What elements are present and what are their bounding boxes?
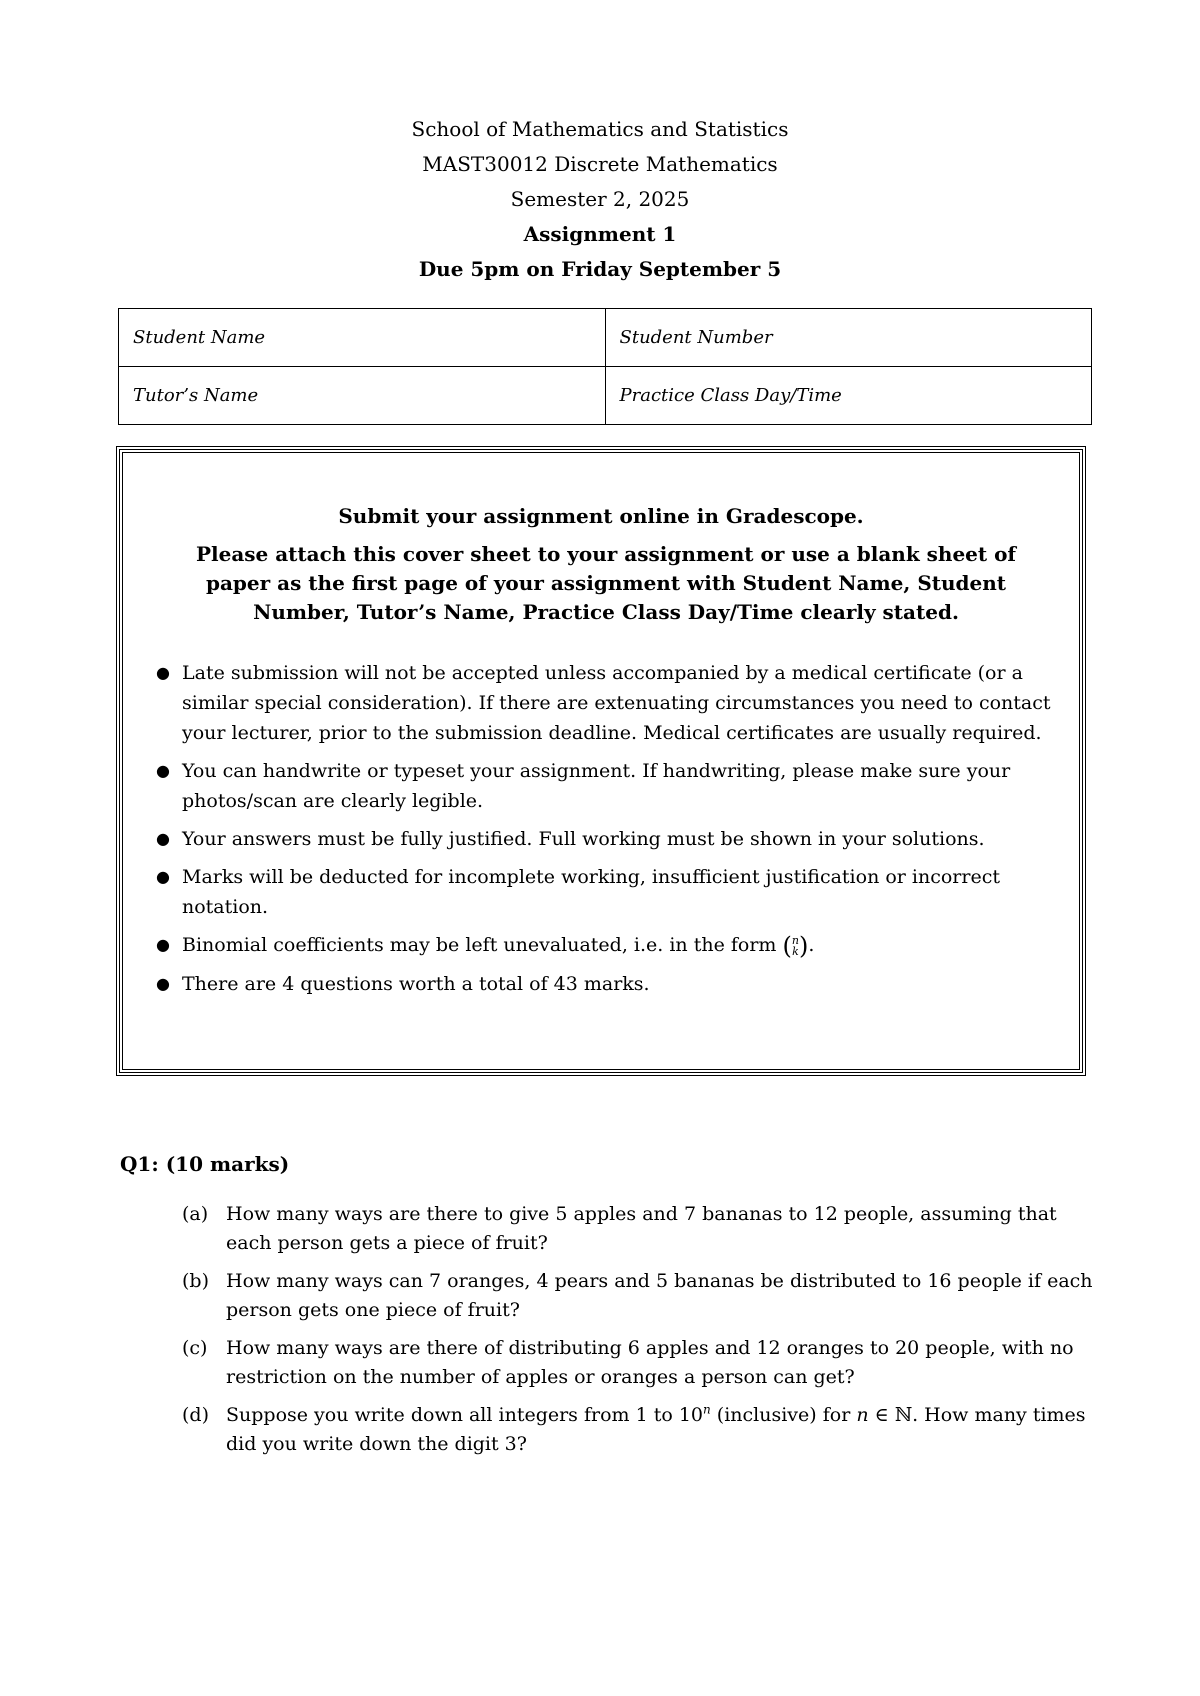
student-info-table bbox=[118, 308, 1092, 425]
practice-class-field[interactable]: Practice Class Day/Time bbox=[605, 367, 1092, 425]
bullet-icon: ● bbox=[156, 867, 170, 886]
student-name-field[interactable]: Student Name bbox=[119, 309, 606, 367]
rules-list bbox=[156, 658, 1058, 1007]
part-label: (b) bbox=[182, 1270, 209, 1292]
bullet-icon: ● bbox=[156, 974, 170, 993]
question-1-title bbox=[120, 1150, 289, 1178]
rule-item: ● Marks will be deducted for incomplete working, insufficient justification or incorrect notation. bbox=[182, 862, 1058, 922]
tutor-name-field[interactable]: Tutor’s Name bbox=[119, 367, 606, 425]
submit-instruction: Submit your assignment online in Gradescope. bbox=[338, 504, 864, 528]
course-title: MAST30012 Discrete Mathematics bbox=[422, 152, 778, 176]
semester: Semester 2, 2025 bbox=[510, 187, 690, 211]
question-1-parts bbox=[182, 1200, 1094, 1468]
student-number-field[interactable]: Student Number bbox=[605, 309, 1092, 367]
cover-sheet-instruction: Please attach this cover sheet to your assignment or use a blank sheet of paper as the first page of your assignment with Student Name, Student Number, Tutor’s Name, Practice Class Day/Time clearly stated. bbox=[195, 542, 1017, 624]
rule-item: ● Binomial coefficients may be left unevaluated, i.e. in the form (n k). bbox=[156, 932, 815, 960]
binomial-coefficient: n k bbox=[791, 934, 799, 958]
bullet-icon: ● bbox=[156, 829, 170, 848]
question-part-d bbox=[182, 1401, 1094, 1459]
submission-notice-box bbox=[116, 446, 1086, 1076]
bullet-icon: ● bbox=[156, 663, 170, 682]
rule-item: ● Your answers must be fully justified. Full working must be shown in your solutions. bbox=[182, 824, 1058, 854]
part-label: (c) bbox=[182, 1337, 208, 1359]
part-text: Suppose you write down all integers from 1 to 10$^n$ (inclusive) for n ∈ ℕ. How many times did you write down the digit 3? bbox=[226, 1402, 1086, 1455]
rule-item: ● Late submission will not be accepted unless accompanied by a medical certificate (or a similar special consideration). If there are extenuating circumstances you need to contact your lecturer, prior to the submission deadline. Medical certificates are usually required. bbox=[182, 658, 1058, 748]
due-date: Due 5pm on Friday September 5 bbox=[418, 257, 782, 281]
question-part-c bbox=[182, 1334, 1094, 1392]
part-text: How many ways can 7 oranges, 4 pears and 5 bananas be distributed to 16 people if each person gets one piece of fruit? bbox=[226, 1270, 1093, 1321]
rule-item: ● You can handwrite or typeset your assignment. If handwriting, please make sure your photos/scan are clearly legible. bbox=[182, 756, 1058, 816]
bullet-icon: ● bbox=[156, 935, 170, 954]
bullet-icon: ● bbox=[156, 761, 170, 780]
school-name: School of Mathematics and Statistics bbox=[411, 117, 789, 141]
rule-item: ● There are 4 questions worth a total of 43 marks. bbox=[182, 969, 1058, 999]
question-label: Q1: bbox=[120, 1152, 159, 1176]
part-label: (a) bbox=[182, 1203, 209, 1225]
question-marks: (10 marks) bbox=[165, 1152, 290, 1176]
part-label: (d) bbox=[182, 1404, 209, 1426]
question-part-a bbox=[182, 1200, 1094, 1258]
assignment-title: Assignment 1 bbox=[523, 222, 677, 246]
part-text: How many ways are there to give 5 apples and 7 bananas to 12 people, assuming that each person gets a piece of fruit? bbox=[226, 1203, 1057, 1254]
part-text: How many ways are there of distributing 6 apples and 12 oranges to 20 people, with no restriction on the number of apples or oranges a person can get? bbox=[226, 1337, 1074, 1388]
question-part-b bbox=[182, 1267, 1094, 1325]
document-header bbox=[0, 112, 1200, 287]
